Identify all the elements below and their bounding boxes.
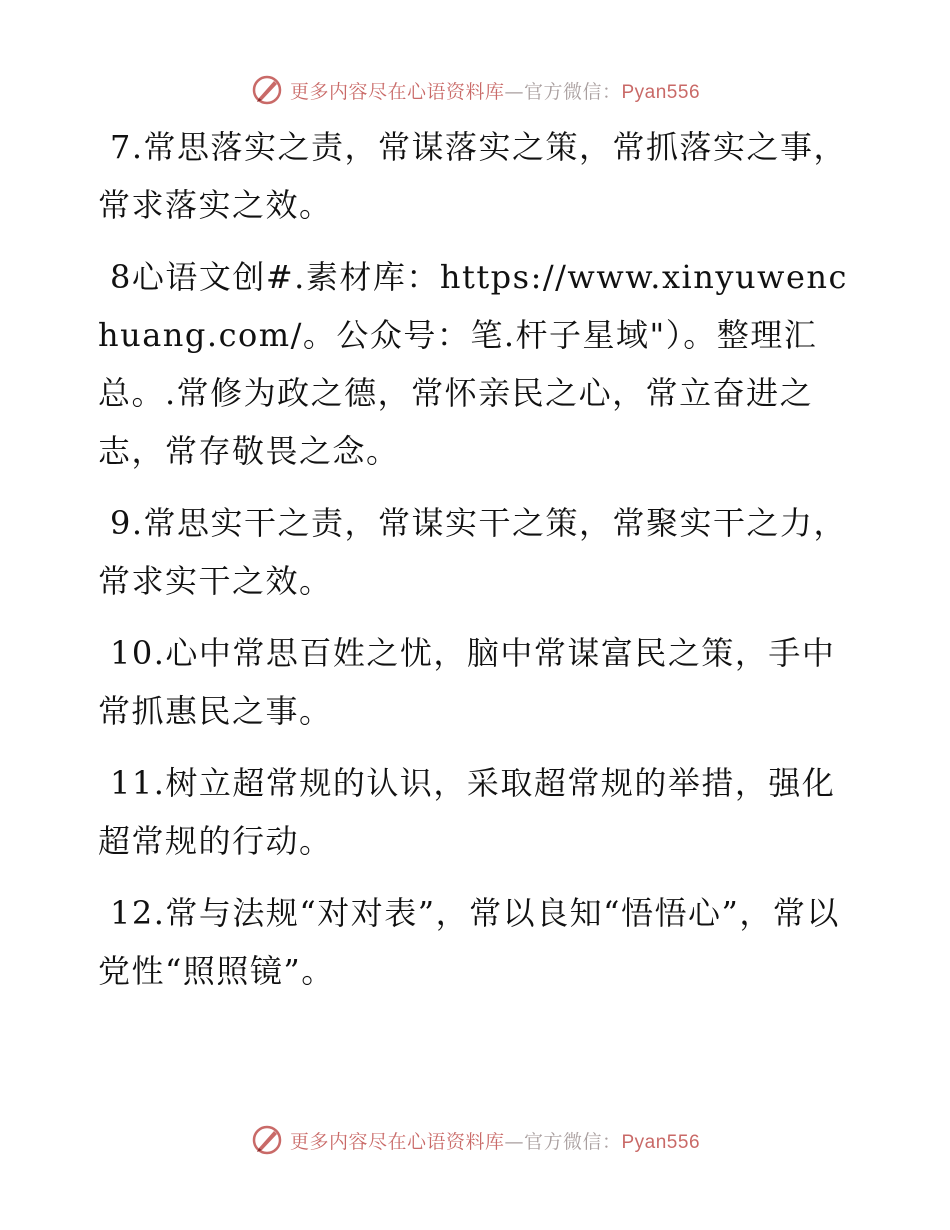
banner-official-text: —官方微信： (504, 1130, 622, 1153)
header-banner (0, 70, 950, 110)
document-body (98, 118, 858, 1014)
paragraph-9: 9.常思实干之责，常谋实干之策，常聚实干之力，常求实干之效。 (98, 504, 848, 600)
banner-main-text: 更多内容尽在心语资料库 (289, 1130, 505, 1153)
footer-banner (0, 1120, 950, 1160)
quill-pen-logo-icon (250, 1123, 284, 1157)
banner-text (290, 1127, 700, 1154)
banner-wechat-id: Pyan556 (621, 1131, 701, 1153)
banner-text (290, 77, 700, 104)
banner-official-text: —官方微信： (504, 80, 622, 103)
banner-wechat-id: Pyan556 (621, 81, 701, 103)
paragraph-8: 8心语文创#.素材库：https://www.xinyuwenchuang.com/。公众号：笔.杆子星域"）。整理汇总。.常修为政之德，常怀亲民之心，常立奋进之志，常存敬畏之念。 (98, 258, 848, 470)
paragraph-7: 7.常思落实之责，常谋落实之策，常抓落实之事，常求落实之效。 (98, 128, 848, 224)
paragraph-10: 10.心中常思百姓之忧，脑中常谋富民之策，手中常抓惠民之事。 (98, 634, 836, 730)
quill-pen-logo-icon (250, 73, 284, 107)
paragraph-11: 11.树立超常规的认识，采取超常规的举措，强化超常规的行动。 (98, 764, 836, 860)
paragraph-12: 12.常与法规“对对表”，常以良知“悟悟心”，常以党性“照照镜”。 (98, 894, 840, 990)
banner-main-text: 更多内容尽在心语资料库 (289, 80, 505, 103)
